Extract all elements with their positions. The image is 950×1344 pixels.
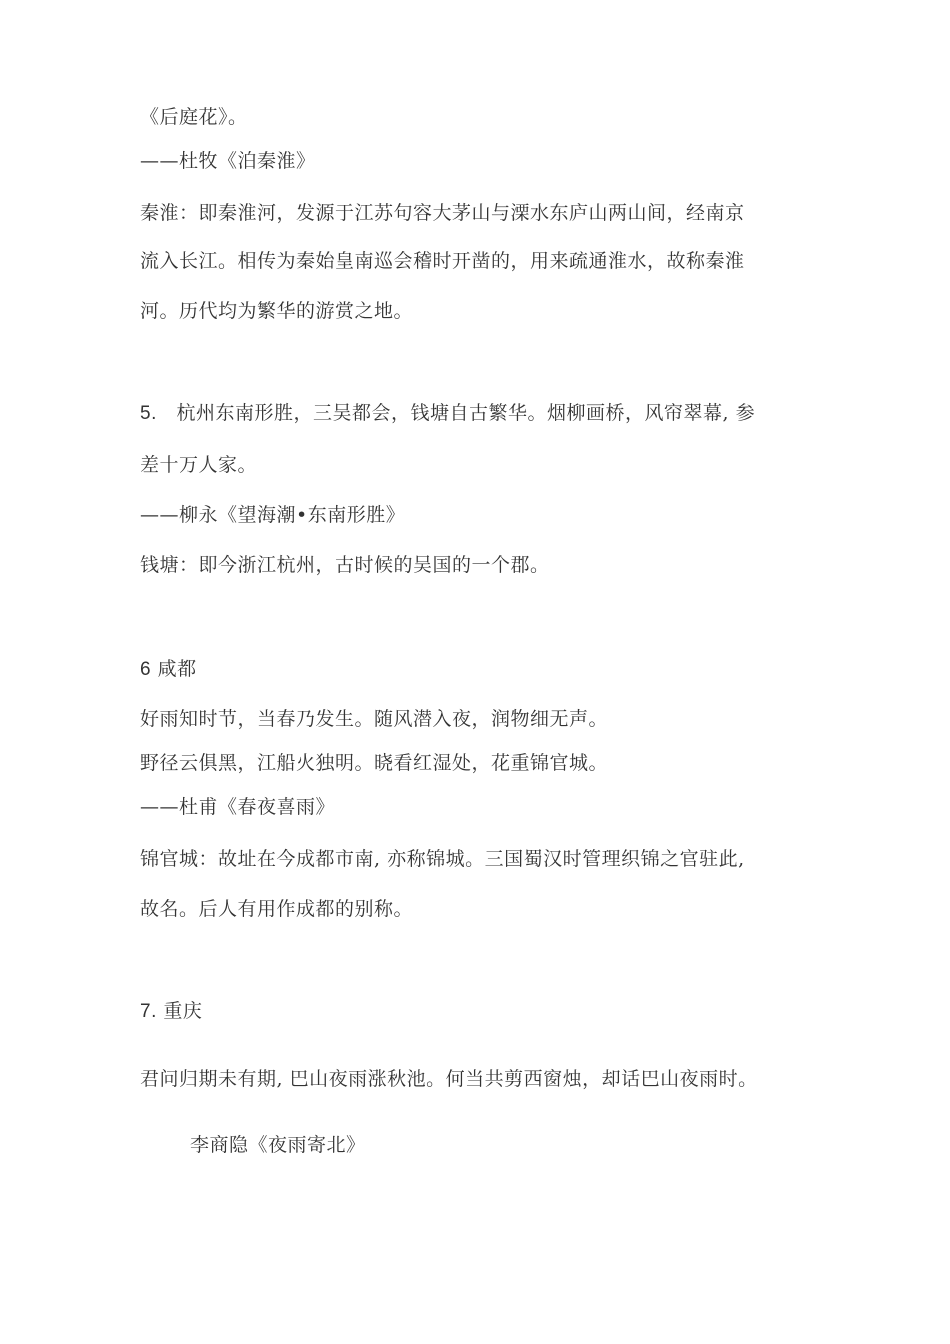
section-number: 5. (140, 403, 157, 424)
attribution: ——柳永《望海潮•东南形胜》 (140, 504, 406, 526)
section-number: 7. (140, 1001, 157, 1022)
section-title: 重庆 (163, 1000, 203, 1022)
poem-line: 野径云俱黑，江船火独明。晓看红湿处，花重锦官城。 (140, 752, 609, 774)
note-line: 流入长江。相传为秦始皇南巡会稽时开凿的，用来疏通淮水，故称秦淮 (140, 250, 745, 272)
poem-line: 差十万人家。 (140, 454, 258, 476)
note-line: 钱塘：即今浙江杭州，古时候的吴国的一个郡。 (140, 554, 550, 576)
section-heading (140, 400, 755, 427)
section-title: 咸都 (157, 658, 197, 680)
note-line: 故名。后人有用作成都的别称。 (140, 898, 414, 920)
poem-line: 杭州东南形胜，三吴都会，钱塘自古繁华。烟柳画桥，风帘翠幕, 参 (176, 402, 756, 424)
section-heading (140, 998, 202, 1025)
poem-tail: 《后庭花》。 (140, 106, 248, 128)
section-number: 6 (140, 659, 152, 680)
section-heading (140, 656, 197, 683)
attribution: 李商隐《夜雨寄北》 (190, 1134, 366, 1156)
note-line: 锦官城：故址在今成都市南, 亦称锦城。三国蜀汉时管理织锦之官驻此, (140, 848, 745, 870)
note-line: 河。历代均为繁华的游赏之地。 (140, 300, 414, 322)
attribution: ——杜牧《泊秦淮》 (140, 150, 316, 172)
attribution: ——杜甫《春夜喜雨》 (140, 796, 336, 818)
note-line: 秦淮：即秦淮河，发源于江苏句容大茅山与溧水东庐山两山间，经南京 (140, 202, 745, 224)
poem-line: 君问归期未有期, 巴山夜雨涨秋池。何当共剪西窗烛，却话巴山夜雨时。 (140, 1068, 758, 1090)
poem-line: 好雨知时节，当春乃发生。随风潜入夜，润物细无声。 (140, 708, 609, 730)
